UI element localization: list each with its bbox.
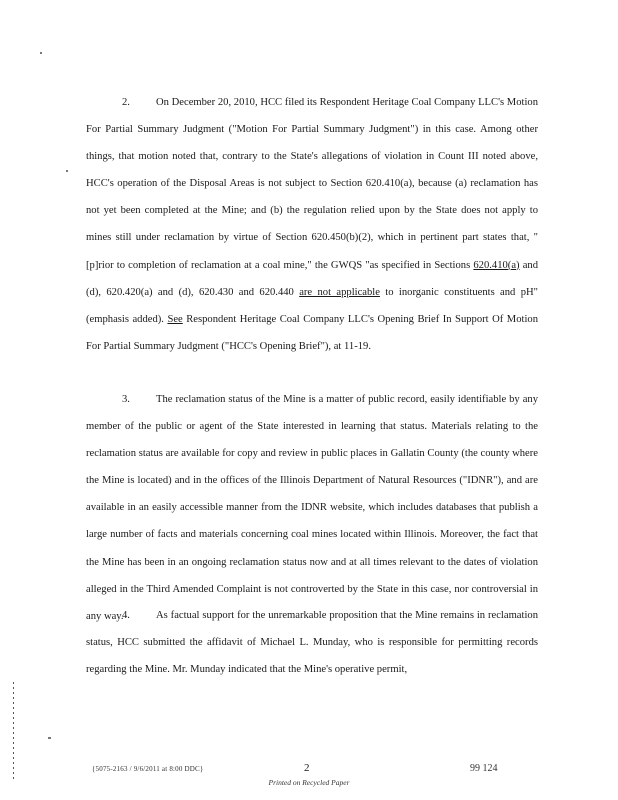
paragraph-text: and (d), 620.420(a) and (d), 620.430 and 620.440 — [86, 259, 539, 298]
scan-speck — [48, 737, 51, 739]
paragraph-4 — [86, 602, 538, 683]
paragraph-text: Respondent Heritage Coal Company LLC's Opening Brief In Support Of Motion For Partial Summary Judgment ("HCC's Opening Brief"), at 11-19. — [86, 313, 538, 352]
scan-edge-marks — [13, 682, 14, 782]
paragraph-2 — [86, 89, 538, 360]
paragraph-text: As factual support for the unremarkable proposition that the Mine remains in reclamation status, HCC submitted the affidavit of Michael L. Munday, who is responsible for permitting records regarding the Mine. Mr. Munday indicated that the Mine's operative permit, — [86, 610, 538, 676]
paragraph-text: The reclamation status of the Mine is a matter of public record, easily identifiable by any member of the public or agent of the State interested in learning that status. Materials relating to the reclamation status are available for copy and review in public places in Gallatin County (the county where the Mine is located) and in the offices of the Illinois Department of Natural Resources ("IDNR"), and are available in an easily accessible manner from the IDNR website, which includes databases that publish a large number of facts and materials concerning coal mines located within Illinois. Moreover, the fact that the Mine has been in an ongoing reclamation status now and at all times relevant to the dates of violation alleged in the Third Amended Complaint is not controverted by the State in this case, nor controversial in any way. — [86, 394, 538, 622]
paragraph-3 — [86, 386, 538, 630]
underlined-text: are not applicable — [299, 286, 380, 298]
scan-speck — [40, 52, 42, 54]
paragraph-number: 4. — [122, 610, 130, 621]
footer-recycled-note: Printed on Recycled Paper — [268, 778, 350, 787]
underlined-text: 620.410(a) — [473, 259, 520, 271]
paragraph-number: 3. — [122, 394, 130, 405]
footer-page-number: 2 — [304, 762, 310, 774]
underlined-text: See — [167, 313, 183, 325]
footer-document-id: {5075-2163 / 9/6/2011 at 8:00 DDC} — [92, 765, 204, 773]
paragraph-text: to inorganic constituents and pH" (emphasis added). — [86, 286, 538, 325]
paragraph-text: On December 20, 2010, HCC filed its Respondent Heritage Coal Company LLC's Motion For Partial Summary Judgment ("Motion For Partial Summary Judgment") in this case. Among other things, that motion noted that, contrary to the State's allegations of violation in Count III noted above, HCC's operation of the Disposal Areas is not subject to Section 620.410(a), because (a) reclamation has not yet been completed at the Mine; and (b) the regulation relied upon by the State does not apply to mines still under reclamation by virtue of Section 620.450(b)(2), which in pertinent part states that, "[p]rior to completion of reclamation at a coal mine," the GWQS "as specified in Sections — [86, 97, 538, 271]
footer-bates-number: 99 124 — [470, 763, 498, 774]
scan-speck — [66, 170, 68, 172]
paragraph-number: 2. — [122, 97, 130, 108]
